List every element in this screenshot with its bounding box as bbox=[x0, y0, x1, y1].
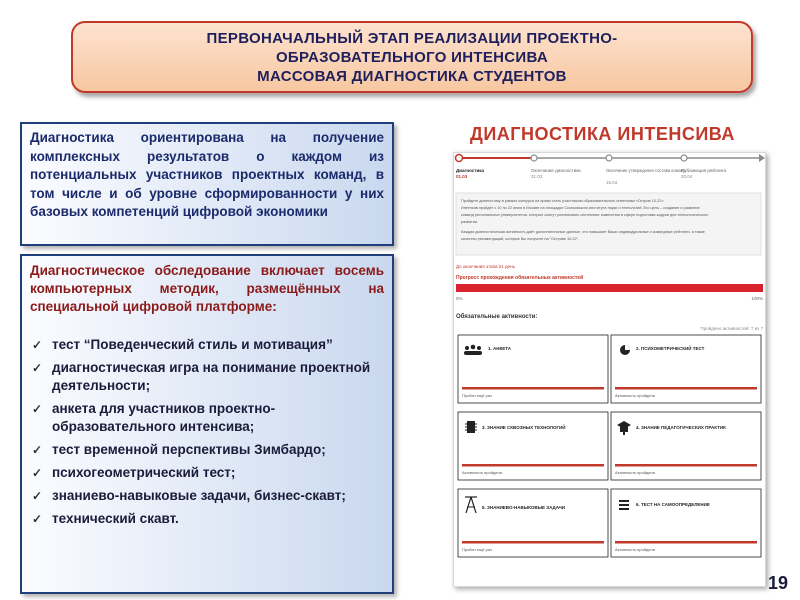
timeline-label: Окончание диагностики bbox=[531, 168, 581, 173]
intro-text: Диагностика ориентирована на получение комплексных результатов о каждом из потенциальных участников проектных команд, в том числе и об уровне сформированности у них базовых компетенций цифровой экономики bbox=[30, 130, 384, 219]
card-status: Активность пройдена bbox=[615, 470, 655, 475]
checkmark-icon: ✓ bbox=[32, 466, 43, 480]
completed-count: Пройдено активностей: 7 из 7 bbox=[700, 326, 763, 331]
checkmark-icon: ✓ bbox=[32, 489, 43, 503]
activity-card-6[interactable] bbox=[611, 489, 761, 557]
timeline-label: Диагностика bbox=[456, 168, 484, 173]
timeline-dot bbox=[681, 155, 687, 161]
card-status: Активность пройдена bbox=[615, 547, 655, 552]
slide-title-box bbox=[71, 21, 753, 93]
list-item: ✓ тест “Поведенческий стиль и мотивация” bbox=[32, 337, 333, 352]
activity-card-5[interactable] bbox=[458, 489, 608, 557]
deadline-text: До окончания этапа 21 день bbox=[456, 264, 516, 269]
progress-min: 0% bbox=[456, 296, 463, 301]
info-text: Интенсив пройдёт с 10 по 22 июля в Москве на площадке Сколковского института науки и технологий. Его цель – создание и развитие bbox=[461, 206, 700, 210]
info-text: качество рекомендаций, которые Вы получите на "Острове 10-22". bbox=[461, 237, 580, 241]
progress-title: Прогресс прохождения обязательных активностей bbox=[456, 275, 584, 281]
methods-list bbox=[30, 336, 384, 528]
timeline-label: Окончание утверждения состава команд bbox=[606, 168, 686, 173]
list-item: ✓ диагностическая игра на понимание проектной деятельности; bbox=[32, 360, 371, 393]
activity-card-2[interactable] bbox=[611, 335, 761, 403]
card-status: Активность пройдена bbox=[462, 470, 502, 475]
card-title: 1. АНКЕТА bbox=[488, 346, 511, 351]
card-title: 3. ЗНАНИЕ СКВОЗНЫХ ТЕХНОЛОГИЙ bbox=[482, 425, 566, 430]
timeline-dot bbox=[531, 155, 537, 161]
timeline-dot bbox=[456, 155, 463, 162]
activities-title: Обязательные активности: bbox=[456, 314, 538, 320]
card-title: 4. ЗНАНИЕ ПЕДАГОГИЧЕСКИХ ПРАКТИК bbox=[636, 425, 726, 430]
activity-card-3[interactable] bbox=[458, 412, 608, 480]
checkmark-icon: ✓ bbox=[32, 512, 43, 526]
title-line-1: ПЕРВОНАЧАЛЬНЫЙ ЭТАП РЕАЛИЗАЦИИ ПРОЕКТНО- bbox=[206, 29, 618, 47]
list-item: ✓ психогеометрический тест; bbox=[32, 465, 236, 480]
card-status[interactable]: Пройти ещё раз bbox=[462, 393, 492, 398]
progress-max: 100% bbox=[751, 296, 763, 301]
platform-heading: ДИАГНОСТИКА ИНТЕНСИВА bbox=[470, 124, 735, 144]
info-text: Пройдите диагностику в рамках конкурса на право стать участником образовательного интенсива «Остров 10-22». bbox=[461, 199, 665, 203]
checkmark-icon: ✓ bbox=[32, 361, 43, 375]
info-text: Каждая диагностическая активность даёт дополнительные данные, что повышает Ваши индивидуальные и командные рейтинги, а также bbox=[461, 230, 705, 234]
info-text: команд региональных университетов, которые смогут реализовать системные изменения в сфере подготовки кадров для технологического bbox=[461, 213, 709, 217]
info-text: развития. bbox=[461, 220, 479, 224]
card-title: 2. ПСИХОМЕТРИЧЕСКИЙ ТЕСТ bbox=[636, 346, 705, 351]
list-item: ✓ технический скавт. bbox=[32, 511, 179, 526]
list-item: ✓ тест временной перспективы Зимбардо; bbox=[32, 442, 326, 457]
page-number: 19 bbox=[767, 573, 788, 593]
title-line-2: ОБРАЗОВАТЕЛЬНОГО ИНТЕНСИВА bbox=[275, 48, 549, 66]
timeline-label: Публикация рейтинга bbox=[681, 168, 727, 173]
list-item: ✓ знаниево-навыковые задачи, бизнес-скавт; bbox=[32, 488, 346, 503]
platform-ui bbox=[454, 153, 765, 586]
title-line-3: МАССОВАЯ ДИАГНОСТИКА СТУДЕНТОВ bbox=[257, 67, 567, 85]
checkmark-icon: ✓ bbox=[32, 402, 43, 416]
timeline-date: 01.03 bbox=[456, 174, 468, 179]
activity-card-1[interactable] bbox=[458, 335, 608, 403]
card-title: 6. ТЕСТ НА САМООПРЕДЕЛЕНИЕ bbox=[636, 502, 710, 507]
intro-box bbox=[20, 122, 394, 246]
checkmark-icon: ✓ bbox=[32, 338, 43, 352]
timeline-date: 31.03 bbox=[531, 174, 543, 179]
platform-screenshot bbox=[453, 152, 766, 587]
card-status: Активность пройдена bbox=[615, 393, 655, 398]
methods-box bbox=[20, 254, 394, 594]
pie-icon bbox=[620, 345, 630, 355]
progress-fill bbox=[456, 284, 763, 292]
list-icon bbox=[619, 500, 629, 510]
methods-heading: Диагностическое обследование включает восемь компьютерных методик, размещённых на специальной цифровой платформе: bbox=[30, 263, 384, 314]
list-item: ✓ анкета для участников проектно-образовательного интенсива; bbox=[32, 401, 276, 434]
timeline-date: 15.04 bbox=[606, 180, 618, 185]
activity-card-4[interactable] bbox=[611, 412, 761, 480]
card-status[interactable]: Пройти ещё раз bbox=[462, 547, 492, 552]
timeline-dot bbox=[606, 155, 612, 161]
timeline-date: 20.04 bbox=[681, 174, 693, 179]
card-title: 5. ЗНАНИЕВО-НАВЫКОВЫЕ ЗАДАЧИ bbox=[482, 505, 565, 510]
checkmark-icon: ✓ bbox=[32, 443, 43, 457]
